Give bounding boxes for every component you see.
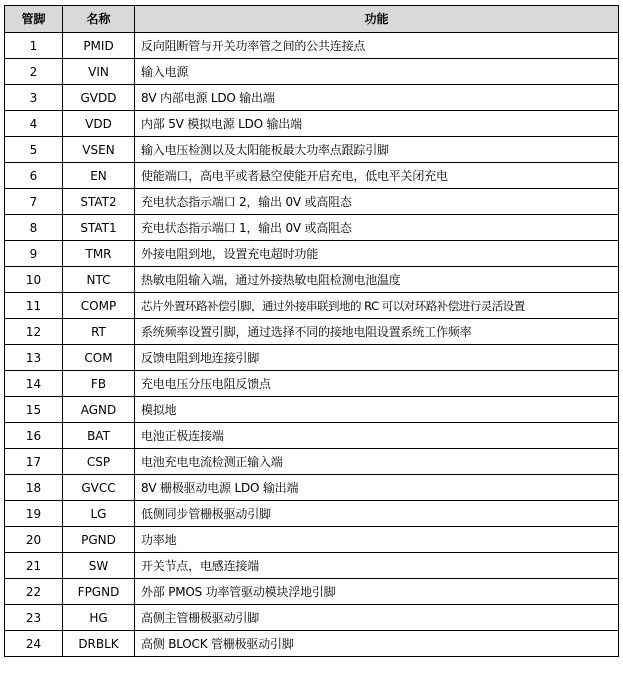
table-row <box>5 345 619 371</box>
table-row <box>5 163 619 189</box>
pin-name-cell: BAT <box>63 423 135 449</box>
pin-name-cell: GVDD <box>63 85 135 111</box>
header-function: 功能 <box>135 6 619 33</box>
header-pin: 管脚 <box>5 6 63 33</box>
pin-name-cell: VIN <box>63 59 135 85</box>
pin-function-cell: 内部 5V 模拟电源 LDO 输出端 <box>135 111 619 137</box>
pin-function-cell: 电池正极连接端 <box>135 423 619 449</box>
pin-number-cell: 2 <box>5 59 63 85</box>
pin-function-cell: 芯片外置环路补偿引脚，通过外接串联到地的 RC 可以对环路补偿进行灵活设置 <box>135 293 619 319</box>
pin-number-cell: 7 <box>5 189 63 215</box>
pin-name-cell: COMP <box>63 293 135 319</box>
pin-number-cell: 11 <box>5 293 63 319</box>
pin-name-cell: PGND <box>63 527 135 553</box>
pin-function-cell: 8V 栅极驱动电源 LDO 输出端 <box>135 475 619 501</box>
table-row <box>5 241 619 267</box>
table-row <box>5 553 619 579</box>
pin-function-cell: 输入电源 <box>135 59 619 85</box>
pin-name-cell: FPGND <box>63 579 135 605</box>
pin-number-cell: 8 <box>5 215 63 241</box>
pin-number-cell: 9 <box>5 241 63 267</box>
table-row <box>5 59 619 85</box>
pin-function-cell: 模拟地 <box>135 397 619 423</box>
pin-function-cell: 热敏电阻输入端，通过外接热敏电阻检测电池温度 <box>135 267 619 293</box>
pin-name-cell: VSEN <box>63 137 135 163</box>
table-row <box>5 631 619 657</box>
pin-function-cell: 8V 内部电源 LDO 输出端 <box>135 85 619 111</box>
pin-name-cell: HG <box>63 605 135 631</box>
table-row <box>5 189 619 215</box>
pin-number-cell: 10 <box>5 267 63 293</box>
pin-name-cell: LG <box>63 501 135 527</box>
pin-number-cell: 20 <box>5 527 63 553</box>
pin-name-cell: AGND <box>63 397 135 423</box>
pin-function-cell: 电池充电电流检测正输入端 <box>135 449 619 475</box>
table-row <box>5 85 619 111</box>
pin-function-cell: 充电电压分压电阻反馈点 <box>135 371 619 397</box>
pin-function-table <box>4 5 619 657</box>
table-row <box>5 397 619 423</box>
pin-function-cell: 输入电压检测以及太阳能板最大功率点跟踪引脚 <box>135 137 619 163</box>
pin-name-cell: STAT2 <box>63 189 135 215</box>
pin-number-cell: 18 <box>5 475 63 501</box>
pin-number-cell: 3 <box>5 85 63 111</box>
pin-name-cell: NTC <box>63 267 135 293</box>
pin-number-cell: 5 <box>5 137 63 163</box>
table-row <box>5 293 619 319</box>
table-row <box>5 111 619 137</box>
pin-function-cell: 反向阻断管与开关功率管之间的公共连接点 <box>135 33 619 59</box>
table-row <box>5 527 619 553</box>
pin-name-cell: FB <box>63 371 135 397</box>
pin-function-cell: 充电状态指示端口 1，输出 0V 或高阻态 <box>135 215 619 241</box>
table-row <box>5 605 619 631</box>
pin-function-cell: 充电状态指示端口 2，输出 0V 或高阻态 <box>135 189 619 215</box>
pin-function-cell: 使能端口，高电平或者悬空使能开启充电，低电平关闭充电 <box>135 163 619 189</box>
pin-number-cell: 1 <box>5 33 63 59</box>
table-row <box>5 137 619 163</box>
pin-number-cell: 17 <box>5 449 63 475</box>
pin-number-cell: 13 <box>5 345 63 371</box>
pin-function-cell: 开关节点，电感连接端 <box>135 553 619 579</box>
table-row <box>5 371 619 397</box>
pin-number-cell: 16 <box>5 423 63 449</box>
pin-number-cell: 15 <box>5 397 63 423</box>
header-name: 名称 <box>63 6 135 33</box>
pin-name-cell: RT <box>63 319 135 345</box>
table-row <box>5 215 619 241</box>
table-row <box>5 501 619 527</box>
pin-name-cell: DRBLK <box>63 631 135 657</box>
pin-name-cell: STAT1 <box>63 215 135 241</box>
pin-number-cell: 24 <box>5 631 63 657</box>
pin-name-cell: SW <box>63 553 135 579</box>
pin-function-cell: 系统频率设置引脚，通过选择不同的接地电阻设置系统工作频率 <box>135 319 619 345</box>
pin-function-cell: 外部 PMOS 功率管驱动模块浮地引脚 <box>135 579 619 605</box>
pin-name-cell: TMR <box>63 241 135 267</box>
pin-name-cell: PMID <box>63 33 135 59</box>
table-row <box>5 579 619 605</box>
pin-function-cell: 高侧 BLOCK 管栅极驱动引脚 <box>135 631 619 657</box>
pin-name-cell: COM <box>63 345 135 371</box>
table-row <box>5 423 619 449</box>
table-header-row <box>5 6 619 33</box>
pin-number-cell: 19 <box>5 501 63 527</box>
pin-name-cell: CSP <box>63 449 135 475</box>
pin-number-cell: 22 <box>5 579 63 605</box>
table-row <box>5 319 619 345</box>
pin-function-cell: 功率地 <box>135 527 619 553</box>
table-row <box>5 33 619 59</box>
pin-function-cell: 外接电阻到地，设置充电超时功能 <box>135 241 619 267</box>
pin-name-cell: GVCC <box>63 475 135 501</box>
pin-number-cell: 21 <box>5 553 63 579</box>
table-row <box>5 267 619 293</box>
pin-number-cell: 6 <box>5 163 63 189</box>
pin-function-cell: 高侧主管栅极驱动引脚 <box>135 605 619 631</box>
table-row <box>5 449 619 475</box>
pin-name-cell: EN <box>63 163 135 189</box>
pin-name-cell: VDD <box>63 111 135 137</box>
table-body <box>5 33 619 657</box>
pin-number-cell: 4 <box>5 111 63 137</box>
pin-function-cell: 低侧同步管栅极驱动引脚 <box>135 501 619 527</box>
pin-function-cell: 反馈电阻到地连接引脚 <box>135 345 619 371</box>
table-row <box>5 475 619 501</box>
pin-number-cell: 23 <box>5 605 63 631</box>
pin-number-cell: 12 <box>5 319 63 345</box>
pin-number-cell: 14 <box>5 371 63 397</box>
